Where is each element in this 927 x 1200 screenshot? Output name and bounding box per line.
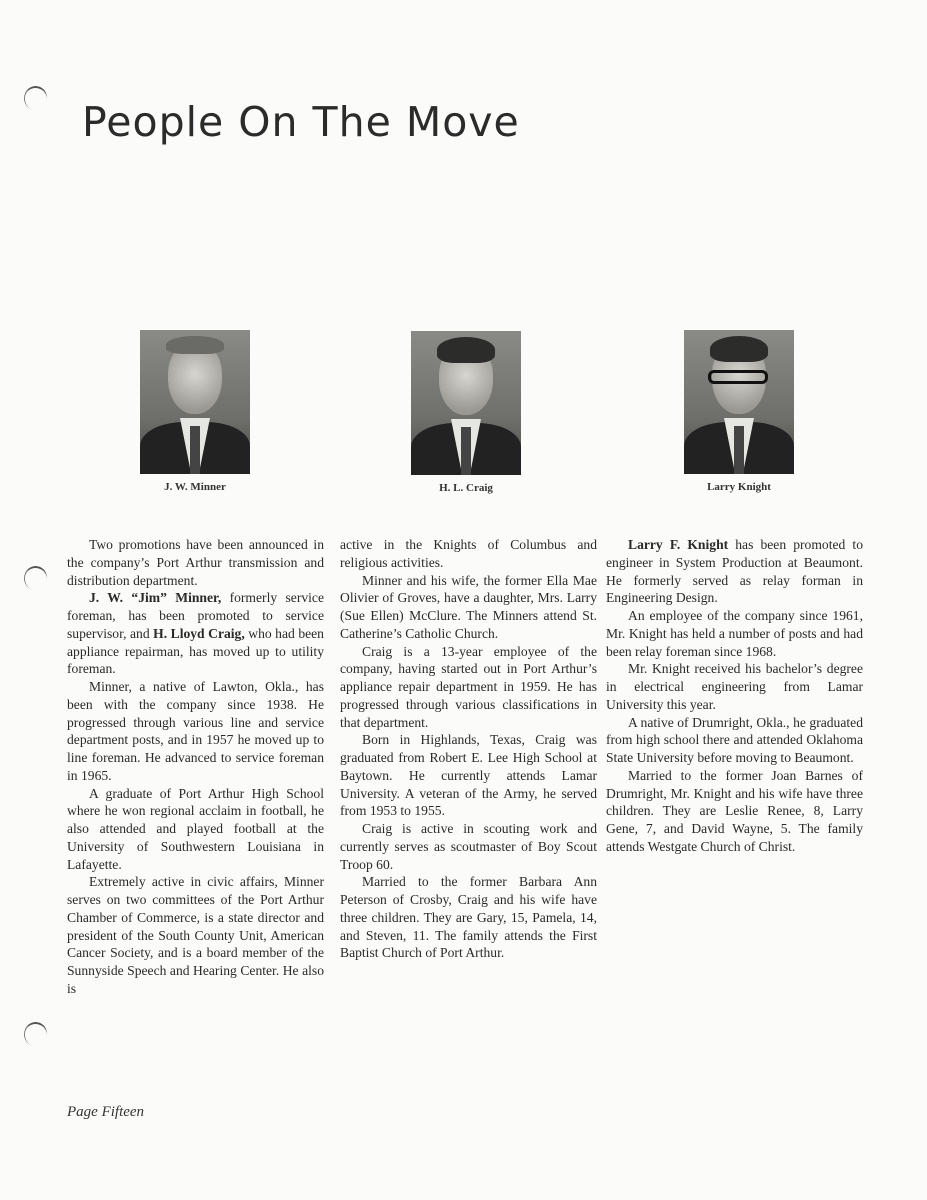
photo-caption: H. L. Craig [439,482,493,494]
article-paragraph [606,607,863,660]
article-paragraph [606,660,863,713]
article-paragraph [67,873,324,997]
article-paragraph [340,820,597,873]
paragraph-text: Extremely active in civic affairs, Minner serves on two committees of the Port Arthur Chamber of Commerce, is a state director and president of the South County Unit, American Cancer Society, and is a board member of the Sunnyside Speech and Hearing Center. He also is [67,874,324,996]
article-paragraph [606,536,863,607]
paragraph-text: Craig is active in scouting work and currently serves as scoutmaster of Boy Scout Troop 60. [340,821,597,872]
paragraph-text: who had been appliance repairman, has moved up to utility foreman. [67,625,324,677]
paragraph-text: Two promotions have been announced in the company’s Port Arthur transmission and distribution department. [67,537,324,588]
paragraph-text: Born in Highlands, Texas, Craig was graduated from Robert E. Lee High School at Baytown. He currently attends Lamar University. A veteran of the Army, he served from 1953 to 1955. [340,732,597,819]
paragraph-text: active in the Knights of Columbus and religious activities. [340,537,597,570]
article-paragraph [340,572,597,643]
article-paragraph [67,785,324,874]
portrait-photo-craig [411,331,521,475]
article-paragraph [67,589,324,678]
photo-caption: J. W. Minner [164,481,226,493]
article-column-2 [340,536,597,962]
page-title: People On The Move [82,98,520,146]
paragraph-text: Minner and his wife, the former Ella Mae Olivier of Groves, have a daughter, Mrs. Larry (Sue Ellen) McClure. The Minners attend St. Catherine’s Catholic Church. [340,572,597,641]
binder-hole-mark [22,1020,49,1048]
article-paragraph [606,714,863,767]
article-paragraph [340,536,597,572]
photo-caption: Larry Knight [707,481,771,493]
person-name: J. W. “Jim” Minner, [89,590,222,606]
paragraph-text: Craig is a 13-year employee of the company, having started out in Port Arthur’s appliance repair department in 1959. He has progressed through various classifications in that department. [340,643,597,730]
page-number: Page Fifteen [67,1104,145,1120]
article-paragraph [67,678,324,785]
portrait-photo-minner [140,330,250,474]
paragraph-text: Married to the former Joan Barnes of Drumright, Mr. Knight and his wife have three children. They are Leslie Renee, 8, Larry Gene, 7, and David Wayne, 5. The family attends Westgate Church of Christ. [606,767,863,854]
article-column-1 [67,536,324,998]
article-paragraph [340,873,597,962]
paragraph-text: Married to the former Barbara Ann Peterson of Crosby, Craig and his wife have three children. They are Gary, 15, Pamela, 14, and Steven, 11. The family attends the First Baptist Church of Port Arthur. [340,874,597,961]
binder-hole-mark [22,84,49,112]
article-paragraph [340,643,597,732]
binder-hole-mark [22,564,49,592]
paragraph-text: A native of Drumright, Okla., he graduated from high school there and attended Oklahoma State University before moving to Beaumont. [606,714,863,765]
paragraph-text: Mr. Knight received his bachelor’s degree in electrical engineering from Lamar University this year. [606,661,863,712]
paragraph-text: An employee of the company since 1961, Mr. Knight has held a number of posts and had been relay foreman since 1968. [606,608,863,659]
paragraph-text: formerly service foreman, has been promoted to service supervisor, and [67,590,324,641]
article-column-3 [606,536,863,856]
paragraph-text: Minner, a native of Lawton, Okla., has been with the company since 1938. He progressed through various line and service department posts, and in 1957 he moved up to line foreman. He advanced to service foreman in 1965. [67,679,324,783]
paragraph-text: has been promoted to engineer in System Production at Beaumont. He formerly served as relay forman in Engineering Design. [606,537,863,606]
portrait-photo-knight [684,330,794,474]
paragraph-text: A graduate of Port Arthur High School where he won regional acclaim in football, he also attended and played football at the University of Southwestern Louisiana in Lafayette. [67,785,324,872]
article-paragraph [606,767,863,856]
person-name: H. Lloyd Craig, [153,625,245,641]
person-name: Larry F. Knight [628,537,729,552]
article-paragraph [340,731,597,820]
article-paragraph [67,536,324,589]
